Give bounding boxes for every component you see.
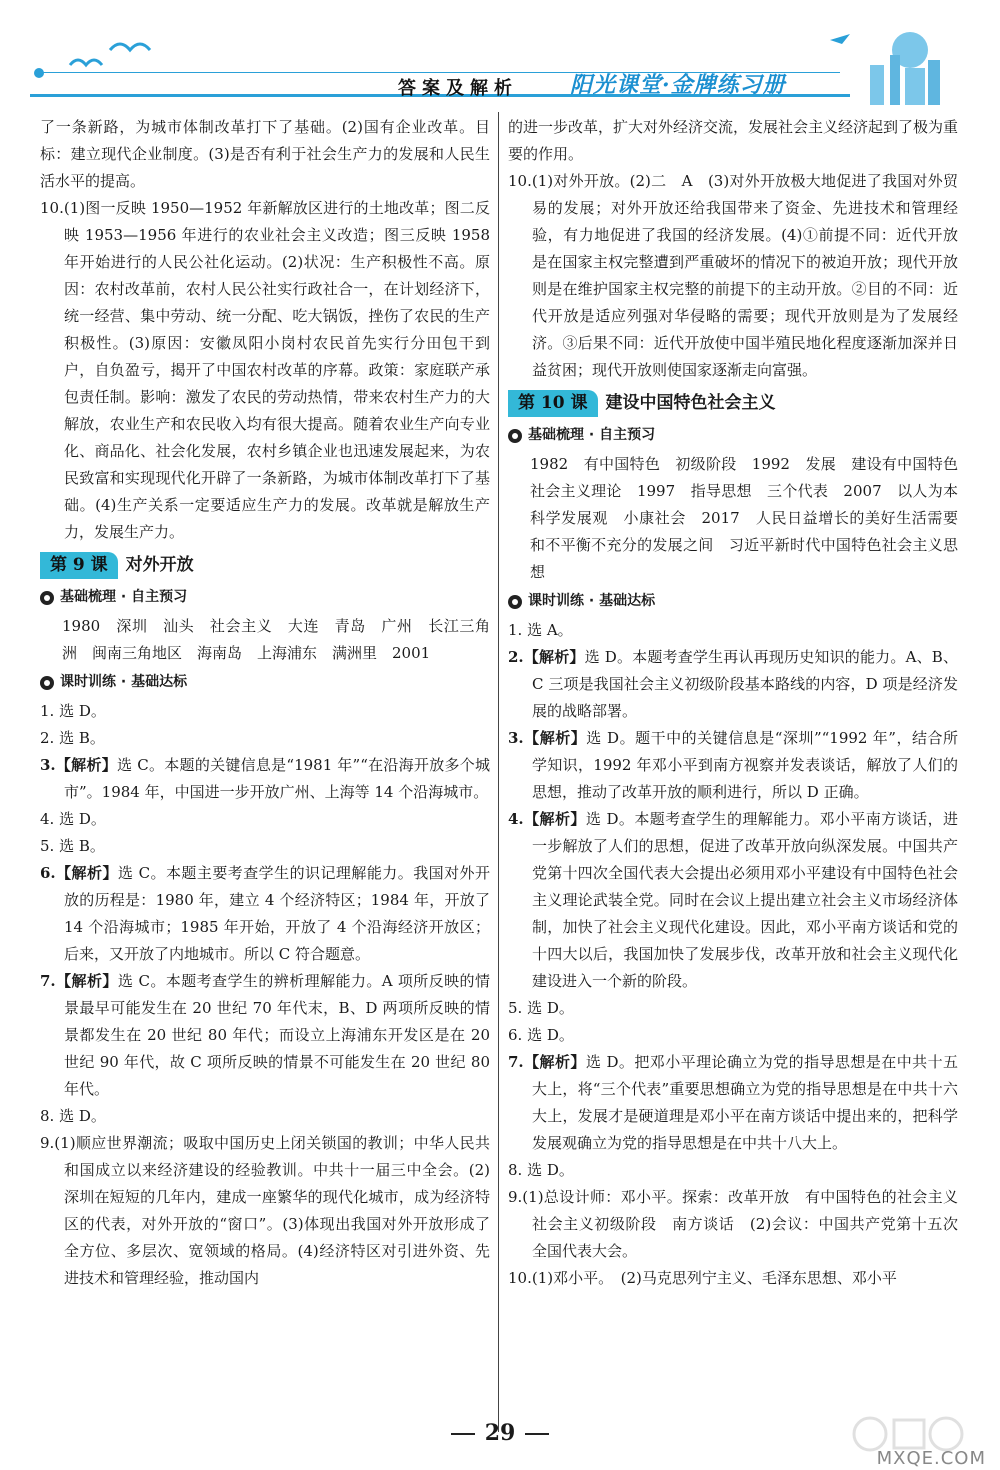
- paragraph: 了一条新路，为城市体制改革打下了基础。(2)国有企业改革。目标：建立现代企业制度。(3)是否有利于社会生产力的发展和人民生活水平的提高。: [40, 118, 490, 190]
- lesson-9-heading: [40, 550, 490, 580]
- answer-item: 10.(1)邓小平。 (2)马克思列宁主义、毛泽东思想、邓小平: [508, 1269, 897, 1287]
- answer-item: 7.【解析】选 D。把邓小平理论确立为党的指导思想是在中共十五大上，将“三个代表”重要思想确立为党的指导思想是在中共十六大上，发展才是硬道理是邓小平在南方谈话中提出来的，把科学发展观确立为党的指导思想是在中共十八大上。: [508, 1053, 958, 1152]
- answer-item: 4.【解析】选 D。本题考查学生的理解能力。邓小平南方谈话，进一步解放了人们的思想，促进了改革开放向纵深发展。中国共产党第十四次全国代表大会提出必须用邓小平建设有中国特色社会主义理论武装全党。同时在会议上提出建立社会主义市场经济体制，加快了社会主义现代化建设。因此，邓小平南方谈话和党的十四大以后，我国加快了发展步伐，改革开放和社会主义现代化建设进入一个新的阶段。: [508, 810, 958, 990]
- keyword-answers: 1982 有中国特色 初级阶段 1992 发展 建设有中国特色社会主义理论 1997 指导思想 三个代表 2007 以人为本 科学发展观 小康社会 2017 人民日益增长的美好生活需要和不平衡不充分的发展之间 习近平新时代中国特色社会主义思想: [530, 455, 974, 581]
- lesson-tag: 第 9 课: [40, 552, 118, 579]
- page-number: 29: [484, 1420, 516, 1446]
- answer-item: 5. 选 B。: [40, 837, 105, 855]
- answer-item: 7.【解析】选 C。本题考查学生的辨析理解能力。A 项所反映的情景最早可能发生在 20 世纪 70 年代末，B、D 两项所反映的情景都发生在 20 世纪 80 年代；而设立上海浦东开发区是在 20 世纪 90 年代，故 C 项所反映的情景不可能发生在 20 世纪 80 年代。: [40, 972, 490, 1098]
- section-label: 基础梳理 · 自主预习: [60, 589, 188, 605]
- answer-item: 9.(1)总设计师：邓小平。探索：改革开放 有中国特色的社会主义 社会主义初级阶段 南方谈话 (2)会议：中国共产党第十五次全国代表大会。: [508, 1188, 974, 1260]
- paragraph: 的进一步改革，扩大对外经济交流，发展社会主义经济起到了极为重要的作用。: [508, 118, 959, 163]
- answer-10: 10.(1)图一反映 1950—1952 年新解放区进行的土地改革；图二反映 1953—1956 年进行的农业社会主义改造；图三反映 1958 年开始进行的人民公社化运动。(2)状况：生产积极性不高。原因：农村改革前，农村人民公社实行政社合一，在计划经济下，统一经营、集中劳动、统一分配、吃大锅饭，挫伤了农民的生产积极性。(3)原因：安徽凤阳小岗村农民首先实行分田包干到户，自负盈亏，揭开了中国农村改革的序幕。政策：家庭联产承包责任制。影响：激发了农民的劳动热情，带来农村生产力的大解放，农业生产和农民收入均有很大提高。随着农业生产向专业化、商品化、社会化发展，农村乡镇企业也迅速发展起来，为农民致富和实现现代化开辟了一条新路，为城市体制改革打下了基础。(4)生产关系一定要适应生产力的发展。改革就是解放生产力，发展生产力。: [40, 199, 490, 541]
- lesson-tag: 第 10 课: [508, 390, 598, 417]
- answer-item: 8. 选 D。: [40, 1107, 106, 1125]
- brand-logo: 阳光课堂·金牌练习册: [570, 72, 786, 98]
- page-header: [0, 0, 1000, 110]
- answer-item: 5. 选 D。: [508, 999, 574, 1017]
- answer-item: 9.(1)顺应世界潮流；吸取中国历史上闭关锁国的教训；中华人民共和国成立以来经济建设的经验教训。中共十一届三中全会。(2)深圳在短短的几年内，建成一座繁华的现代化城市，成为经济特区的代表，对外开放的“窗口”。(3)体现出我国对外开放形成了全方位、多层次、宽领域的格局。(4)经济特区对引进外资、先进技术和管理经验，推动国内: [40, 1134, 490, 1287]
- section-label: 课时训练 · 基础达标: [528, 593, 656, 609]
- section-heading: [40, 669, 490, 696]
- section-bullet-icon: [508, 595, 522, 609]
- answer-item: 2. 选 B。: [40, 729, 105, 747]
- section-heading: [508, 588, 958, 615]
- answer-item: 3.【解析】选 D。题干中的关键信息是“深圳”“1992 年”，结合所学知识，1992 年邓小平到南方视察并发表谈话，解放了人们的思想，推动了改革开放的顺利进行，所以 D 正确。: [508, 729, 958, 801]
- answer-item: 6. 选 D。: [508, 1026, 574, 1044]
- left-column: [40, 114, 490, 1292]
- lesson-10-heading: [508, 388, 958, 418]
- answer-item: 3.【解析】选 C。本题的关键信息是“1981 年”“在沿海开放多个城市”。1984 年，中国进一步开放广州、上海等 14 个沿海城市。: [40, 756, 490, 801]
- section-heading: [40, 584, 490, 611]
- keyword-answers: 1980 深圳 汕头 社会主义 大连 青岛 广州 长江三角洲 闽南三角地区 海南岛 上海浦东 满洲里 2001: [62, 617, 490, 662]
- answer-item: 4. 选 D。: [40, 810, 106, 828]
- column-divider: [498, 112, 499, 1432]
- lesson-title: 对外开放: [125, 554, 194, 575]
- answer-item: 6.【解析】选 C。本题主要考查学生的识记理解能力。我国对外开放的历程是：1980 年，建立 4 个经济特区；1984 年，开放了 14 个沿海城市；1985 年开始，开放了 4 个沿海经济开放区；后来，又开放了内地城市。所以 C 符合题意。: [40, 864, 490, 963]
- answer-item: 2.【解析】选 D。本题考查学生再认再现历史知识的能力。A、B、C 三项是我国社会主义初级阶段基本路线的内容，D 项是经济发展的战略部署。: [508, 648, 958, 720]
- section-label: 课时训练 · 基础达标: [60, 674, 188, 690]
- header-dot: [34, 68, 44, 78]
- answer-item: 8. 选 D。: [508, 1161, 574, 1179]
- section-bullet-icon: [40, 676, 54, 690]
- section-heading: [508, 422, 958, 449]
- right-column: [508, 114, 974, 1292]
- header-label: 答案及解析: [398, 78, 518, 99]
- skyline-icon: [810, 10, 960, 110]
- answer-item: 1. 选 A。: [508, 621, 573, 639]
- lesson-title: 建设中国特色社会主义: [605, 392, 776, 413]
- answer-item: 1. 选 D。: [40, 702, 106, 720]
- section-label: 基础梳理 · 自主预习: [528, 427, 656, 443]
- section-bullet-icon: [40, 591, 54, 605]
- answer-10: 10.(1)对外开放。(2)二 A (3)对外开放极大地促进了我国对外贸易的发展；对外开放还给我国带来了资金、先进技术和管理经验，有力地促进了我国的经济发展。(4)①前提不同：近代开放是在国家主权完整遭到严重破坏的情况下的被迫开放；现代开放则是在维护国家主权完整的前提下的主动开放。②目的不同：近代开放是适应列强对华侵略的需要；现代开放则是为了发展经济。③后果不同：近代开放使中国半殖民地化程度逐渐加深并日益贫困；现代开放则使国家逐渐走向富强。: [508, 172, 958, 379]
- section-bullet-icon: [508, 429, 522, 443]
- watermark-text: MXQE.COM: [876, 1448, 986, 1469]
